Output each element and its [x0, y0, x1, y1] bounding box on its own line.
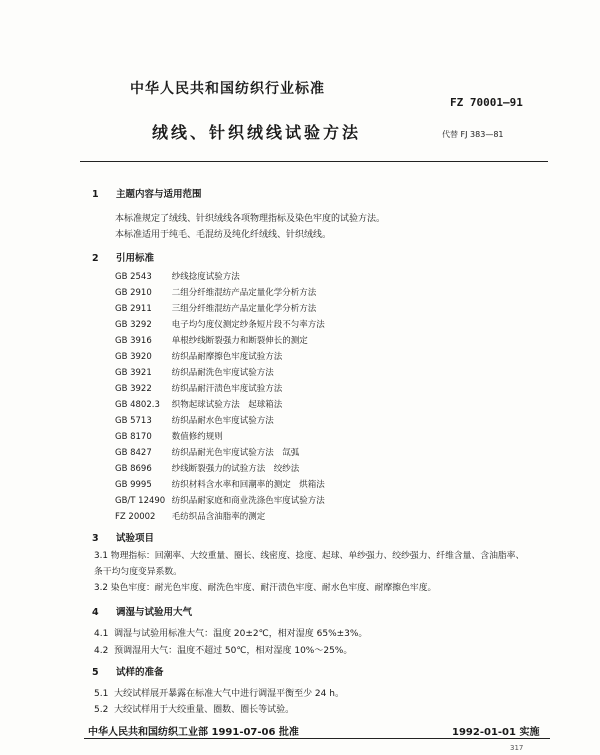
reference-code: GB 3920 — [115, 352, 152, 362]
reference-code: GB 3921 — [115, 368, 152, 378]
section-number: 3 — [92, 533, 99, 544]
section-title: 主题内容与适用范围 — [116, 189, 202, 200]
clause-5-2 — [94, 702, 294, 715]
reference-item — [115, 350, 282, 362]
replaces-note: 代替 FJ 383—81 — [442, 130, 504, 139]
clause-text: 调湿与试验用标准大气：温度 20±2℃，相对湿度 65%±3%。 — [114, 629, 368, 639]
reference-code: GB 8170 — [115, 432, 152, 442]
section-title: 调湿与试验用大气 — [116, 607, 193, 618]
section-heading-4 — [92, 604, 192, 618]
clause-text: 物理指标：回潮率、大绞重量、圈长、线密度、捻度、起球、单纱强力、绞纱强力、纤维含量、含油脂率、 — [110, 551, 525, 561]
reference-code: GB 2910 — [115, 288, 152, 298]
section-number: 4 — [92, 607, 99, 618]
reference-code: GB 2911 — [115, 304, 152, 314]
clause-text: 大绞试样展开暴露在标准大气中进行调湿平衡至少 24 h。 — [114, 689, 344, 699]
clause-3-1 — [94, 548, 524, 561]
reference-title: 纺织品耐水色牢度试验方法 — [171, 416, 274, 426]
section-title: 试验项目 — [116, 533, 155, 544]
reference-code: GB 5713 — [115, 416, 152, 426]
reference-title: 数值修约规则 — [171, 432, 223, 442]
reference-item — [115, 398, 282, 410]
section-title: 试样的准备 — [116, 667, 164, 678]
section1-paragraph: 本标准规定了绒线、针织绒线各项物理指标及染色牢度的试验方法。 — [115, 214, 386, 224]
clause-text: 染色牢度：耐光色牢度、耐洗色牢度、耐汗渍色牢度、耐水色牢度、耐摩擦色牢度。 — [110, 583, 437, 593]
reference-item — [115, 462, 299, 474]
section-number: 5 — [92, 667, 99, 678]
clause-number: 5.2 — [94, 705, 109, 715]
section-heading-2 — [92, 250, 154, 264]
clause-number: 5.1 — [94, 689, 109, 699]
approval-line: 中华人民共和国纺织工业部 1991-07-06 批准 — [88, 727, 299, 738]
reference-code: GB 9995 — [115, 480, 152, 490]
reference-title: 电子均匀度仪测定纱条短片段不匀率方法 — [171, 320, 325, 330]
reference-item — [115, 318, 325, 330]
header-divider — [80, 161, 548, 162]
page-number: 317 — [510, 744, 524, 752]
reference-title: 单根纱线断裂强力和断裂伸长的测定 — [171, 336, 308, 346]
section-heading-3 — [92, 530, 154, 544]
reference-title: 纱线断裂强力的试验方法 绞纱法 — [171, 464, 300, 474]
reference-code: GB/T 12490 — [115, 496, 166, 506]
clause-number: 3.2 — [94, 583, 108, 593]
clause-number: 4.1 — [94, 629, 109, 639]
clause-5-1 — [94, 686, 344, 699]
reference-code: FZ 20002 — [115, 512, 156, 522]
reference-item — [115, 494, 325, 506]
reference-item — [115, 270, 240, 282]
clause-3-1-continued: 条干均匀度变异系数。 — [94, 567, 182, 577]
reference-item — [115, 382, 282, 394]
reference-code: GB 3916 — [115, 336, 152, 346]
reference-code: GB 3292 — [115, 320, 152, 330]
reference-item — [115, 430, 223, 442]
section-number: 1 — [92, 189, 99, 200]
reference-title: 纺织品耐光色牢度试验方法 氙弧 — [171, 448, 300, 458]
clause-4-2 — [94, 643, 352, 656]
reference-title: 纺织品耐汗渍色牢度试验方法 — [171, 384, 283, 394]
section1-paragraph: 本标准适用于纯毛、毛混纺及纯化纤绒线、针织绒线。 — [115, 230, 332, 240]
reference-code: GB 2543 — [115, 272, 152, 282]
section-heading-1 — [92, 186, 202, 200]
clause-4-1 — [94, 626, 367, 639]
reference-item — [115, 446, 299, 458]
reference-code: GB 8427 — [115, 448, 152, 458]
reference-title: 二组分纤维混纺产品定量化学分析方法 — [171, 288, 317, 298]
clause-number: 3.1 — [94, 551, 108, 561]
reference-title: 纺织品耐洗色牢度试验方法 — [171, 368, 274, 378]
reference-title: 纱线捻度试验方法 — [171, 272, 240, 282]
standard-number: FZ 70001—91 — [450, 96, 523, 109]
standard-category: 中华人民共和国纺织行业标准 — [130, 81, 325, 97]
clause-3-2 — [94, 580, 436, 593]
reference-title: 纺织品耐家庭和商业洗涤色牢度试验方法 — [171, 496, 325, 506]
reference-item — [115, 302, 316, 314]
reference-code: GB 8696 — [115, 464, 152, 474]
reference-title: 三组分纤维混纺产品定量化学分析方法 — [171, 304, 317, 314]
clause-number: 4.2 — [94, 646, 109, 656]
clause-text: 大绞试样用于大绞重量、圈数、圈长等试验。 — [114, 705, 295, 715]
reference-item — [115, 510, 265, 522]
section-number: 2 — [92, 253, 99, 264]
clause-text: 预调湿用大气：温度不超过 50℃，相对湿度 10%～25%。 — [114, 646, 353, 656]
reference-item — [115, 334, 308, 346]
reference-code: GB 4802.3 — [115, 400, 160, 410]
reference-title: 织物起球试验方法 起球箱法 — [171, 400, 283, 410]
reference-item — [115, 286, 316, 298]
reference-title: 纺织品耐摩擦色牢度试验方法 — [171, 352, 283, 362]
footer-divider — [84, 738, 550, 739]
effective-date: 1992-01-01 实施 — [452, 727, 540, 738]
reference-item — [115, 414, 274, 426]
reference-code: GB 3922 — [115, 384, 152, 394]
document-title: 绒线、针织绒线试验方法 — [152, 123, 362, 142]
reference-title: 毛纺织品含油脂率的测定 — [171, 512, 266, 522]
reference-item — [115, 366, 274, 378]
section-heading-5 — [92, 664, 164, 678]
reference-item — [115, 478, 325, 490]
section-title: 引用标准 — [116, 253, 155, 264]
reference-title: 纺织材料含水率和回潮率的测定 烘箱法 — [171, 480, 325, 490]
